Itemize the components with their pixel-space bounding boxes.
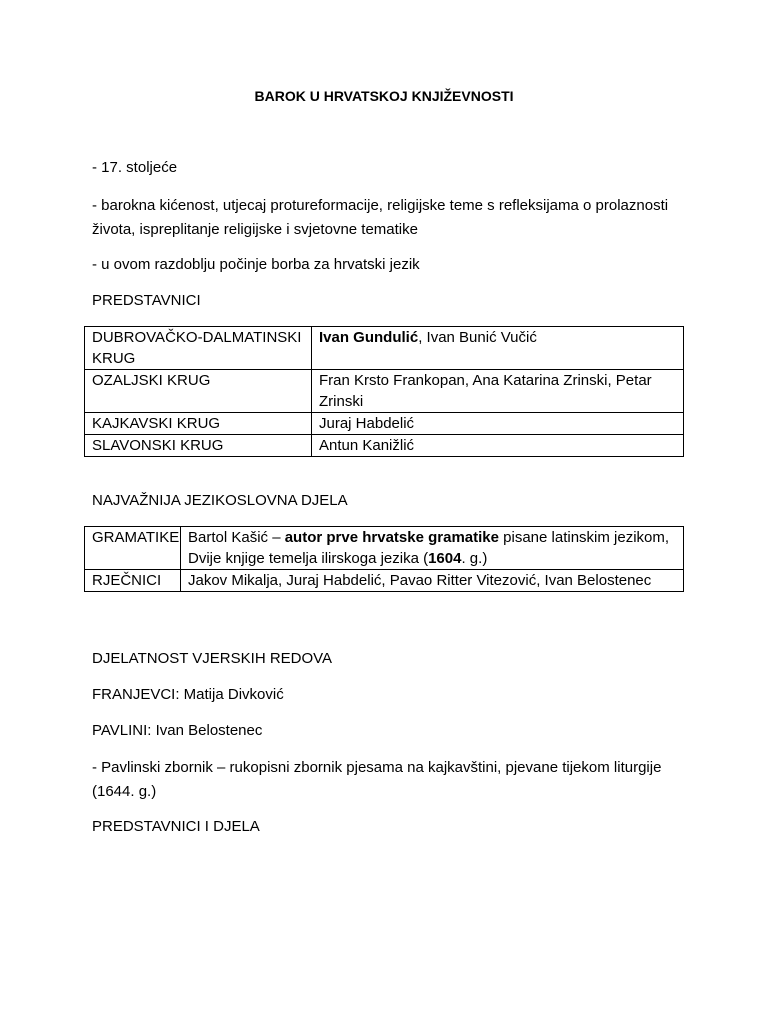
page-title: BAROK U HRVATSKOJ KNJIŽEVNOSTI [254,88,514,104]
bold-author: Ivan Gundulić [319,329,419,346]
table-cell-authors: Antun Kanižlić [312,435,684,457]
table-row [85,327,684,370]
paragraph-pavlinski-zbornik: - Pavlinski zbornik – rukopisni zbornik pjesama na kajkavštini, pjevane tijekom liturgije (1644. g.) [92,759,662,800]
table-cell-authors: Juraj Habdelić [312,413,684,435]
works-year: 1604 [428,550,462,567]
paragraph-characteristics: - barokna kićenost, utjecaj protureformacije, religijske teme s refleksijama o prolaznosti života, ispreplitanje religijske i svjetovne tematike [92,197,669,238]
table-cell-krug: DUBROVAČKO-DALMATINSKI KRUG [85,327,312,370]
paragraph-pavlini: PAVLINI: Ivan Belostenec [92,722,263,739]
table-row [85,370,684,413]
works-text: Bartol Kašić – [188,529,285,546]
table-cell-category: GRAMATIKE [85,527,181,570]
table-row [85,570,684,592]
table-cell-krug: KAJKAVSKI KRUG [85,413,312,435]
authors-text: , Ivan Bunić Vučić [418,329,537,346]
linguistic-works-table [84,526,684,592]
table-row [85,413,684,435]
table-cell-works [181,527,684,570]
table-cell-krug: OZALJSKI KRUG [85,370,312,413]
paragraph-language-struggle: - u ovom razdoblju počinje borba za hrvatski jezik [92,256,420,273]
table-cell-krug: SLAVONSKI KRUG [85,435,312,457]
table-row [85,435,684,457]
table-cell-works: Jakov Mikalja, Juraj Habdelić, Pavao Ritter Vitezović, Ivan Belostenec [181,570,684,592]
works-bold: autor prve hrvatske gramatike [284,529,499,546]
heading-jezikoslovna-djela: NAJVAŽNIJA JEZIKOSLOVNA DJELA [92,492,348,509]
table-cell-category: RJEČNICI [85,570,181,592]
table-row [85,527,684,570]
representatives-table [84,326,684,457]
works-text: . g.) [461,550,488,567]
heading-predstavnici-i-djela: PREDSTAVNICI I DJELA [92,818,260,835]
table-cell-authors: Fran Krsto Frankopan, Ana Katarina Zrinski, Petar Zrinski [312,370,684,413]
paragraph-century: - 17. stoljeće [92,159,178,176]
works-text: pisane latinskim jezikom, Dvije knjige temelja ilirskoga jezika ( [188,529,670,567]
table-cell-authors [312,327,684,370]
heading-predstavnici: PREDSTAVNICI [92,292,201,309]
heading-vjerski-redovi: DJELATNOST VJERSKIH REDOVA [92,650,333,667]
paragraph-franjevci: FRANJEVCI: Matija Divković [92,686,284,703]
